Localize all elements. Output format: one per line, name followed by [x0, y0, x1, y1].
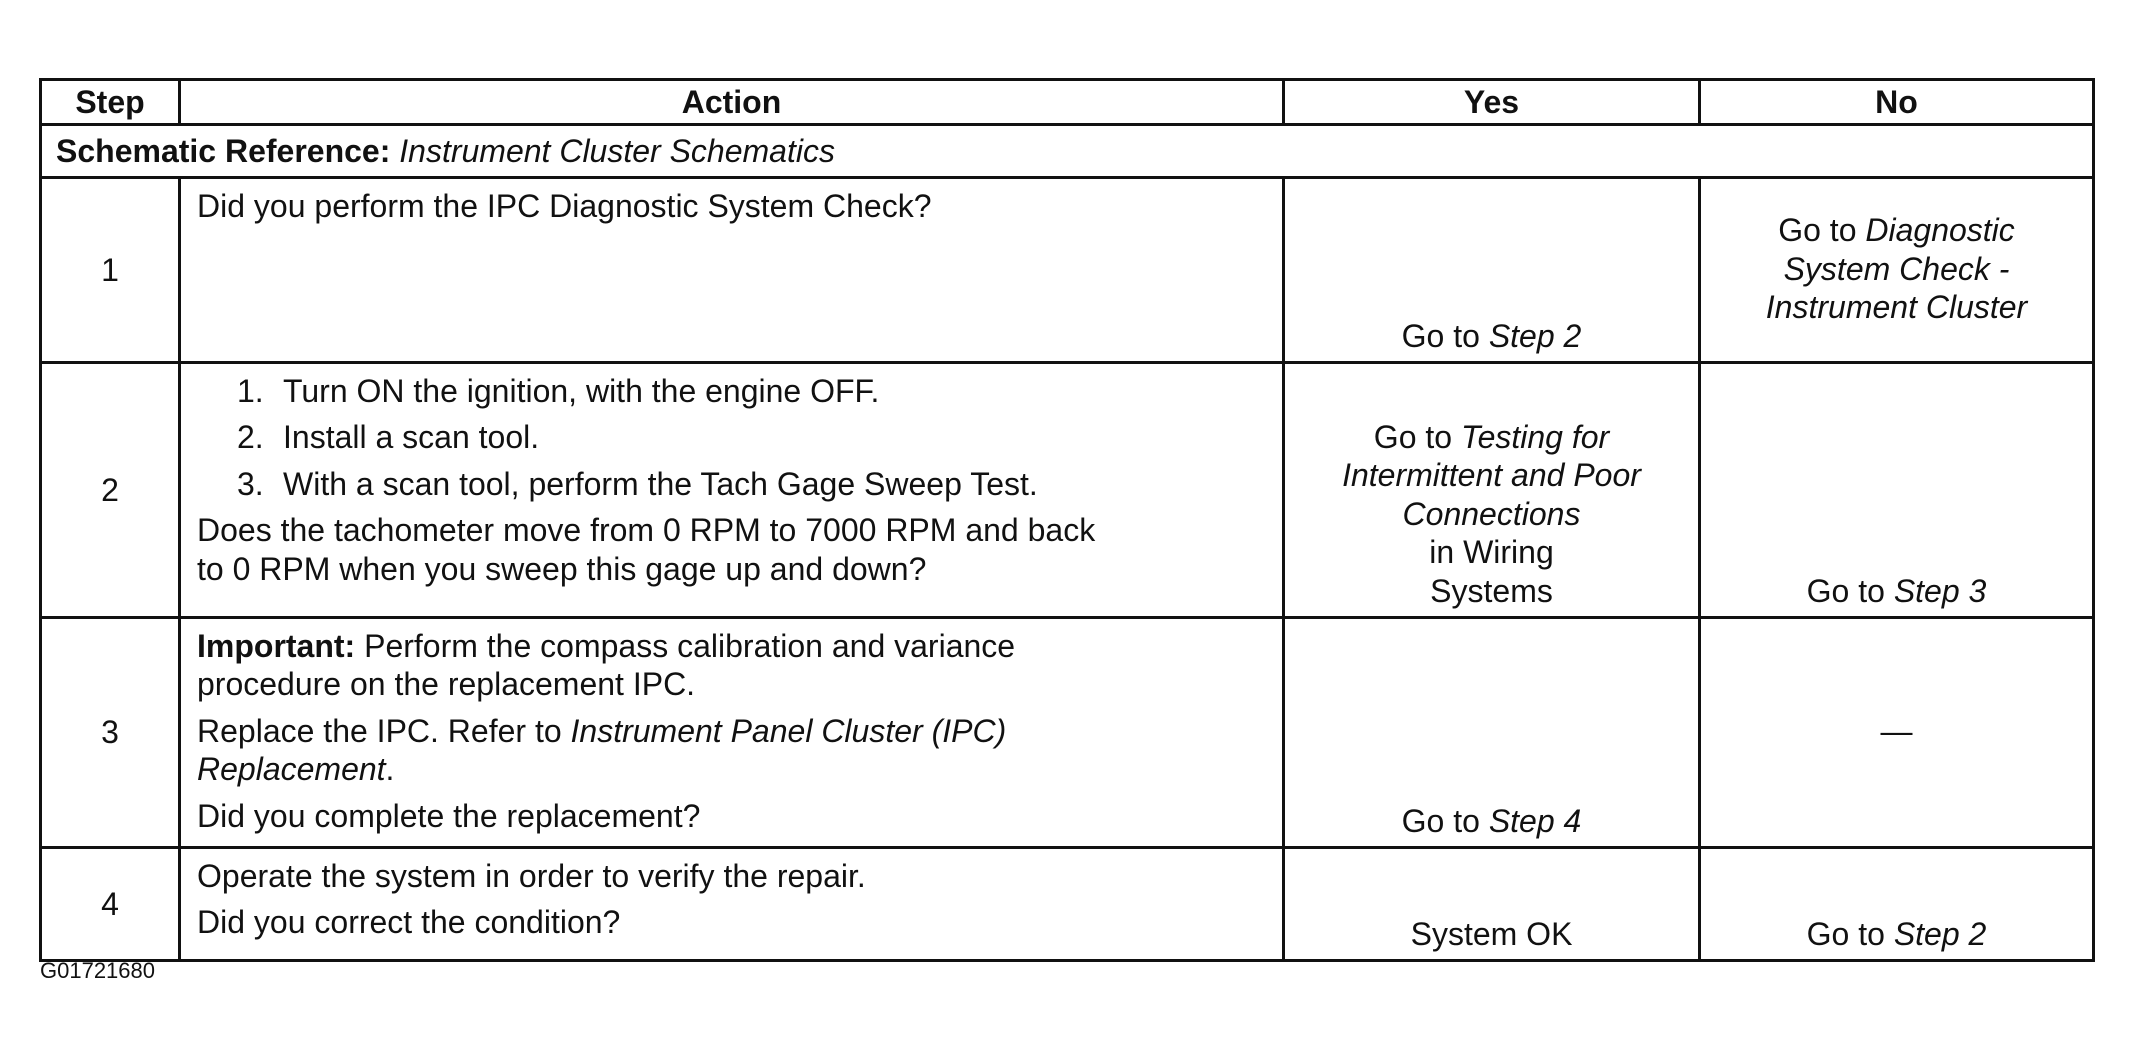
important-note: [197, 627, 1270, 704]
yes-cell: System OK: [1284, 848, 1700, 961]
yes-link-part-3[interactable]: Connections: [1402, 495, 1581, 532]
list-number: 1.: [237, 373, 264, 409]
list-text: With a scan tool, perform the Tach Gage Sweep Test.: [283, 465, 1038, 502]
list-number: 3.: [237, 465, 264, 502]
action-cell: [180, 618, 1284, 848]
question-line-1: Does the tachometer move from 0 RPM to 7000 RPM and back: [197, 512, 1096, 549]
no-prefix: Go to: [1806, 572, 1894, 609]
list-text: Install a scan tool.: [283, 419, 540, 456]
table-row: [41, 363, 2094, 618]
important-text-2: procedure on the replacement IPC.: [197, 666, 696, 703]
no-prefix: Go to: [1778, 212, 1866, 249]
replace-link-part-2[interactable]: Replacement: [197, 751, 386, 788]
step-number: 3: [41, 618, 180, 848]
header-yes: Yes: [1284, 80, 1700, 125]
yes-line-1: [1293, 418, 1690, 456]
yes-step-link[interactable]: Step 2: [1488, 317, 1582, 354]
table-row: [41, 178, 2094, 363]
replace-suffix: .: [385, 751, 395, 788]
header-row: [41, 80, 2094, 125]
step-number: 1: [41, 178, 180, 363]
yes-step-link[interactable]: Step 4: [1488, 802, 1582, 839]
table-row: [41, 848, 2094, 961]
yes-cell: [1284, 618, 1700, 848]
yes-prefix: Go to: [1401, 802, 1489, 839]
no-step-link[interactable]: Step 2: [1893, 915, 1987, 952]
figure-id: G01721680: [40, 958, 155, 983]
list-text: Turn ON the ignition, with the engine OFF.: [283, 373, 880, 409]
replace-instruction: [197, 712, 1270, 789]
schematic-reference: [41, 125, 2094, 178]
list-number: 2.: [237, 419, 264, 456]
diagnostic-table: [39, 78, 2095, 962]
action-cell: [180, 178, 1284, 363]
list-item: [197, 372, 1270, 410]
no-cell: —: [1700, 618, 2094, 848]
header-step: Step: [41, 80, 180, 125]
no-link-part-3[interactable]: Instrument Cluster: [1765, 289, 2028, 326]
yes-line-4: in Wiring: [1429, 534, 1554, 571]
step-number: 4: [41, 848, 180, 961]
replace-link-part-1[interactable]: Instrument Panel Cluster (IPC): [570, 712, 1007, 749]
schematic-reference-link[interactable]: Instrument Cluster Schematics: [399, 132, 835, 169]
table-row: [41, 618, 2094, 848]
action-cell: [180, 363, 1284, 618]
no-link-part-1[interactable]: Diagnostic: [1865, 212, 2015, 249]
important-label: Important:: [197, 628, 356, 664]
action-line-1: Operate the system in order to verify the repair.: [197, 858, 866, 894]
action-line-2: Did you correct the condition?: [197, 904, 621, 941]
header-no: No: [1700, 80, 2094, 125]
yes-prefix: Go to: [1373, 419, 1461, 456]
list-item: [197, 418, 1270, 456]
yes-link-part-2[interactable]: Intermittent and Poor: [1342, 457, 1641, 494]
no-link-part-2[interactable]: System Check -: [1783, 250, 2010, 287]
yes-cell: [1284, 363, 1700, 618]
yes-link-part-1[interactable]: Testing for: [1460, 419, 1610, 456]
no-cell: [1700, 178, 2094, 363]
schematic-reference-label: Schematic Reference:: [56, 132, 391, 169]
question: Did you complete the replacement?: [197, 797, 701, 834]
action-text: Did you perform the IPC Diagnostic System Check?: [197, 188, 932, 224]
question-line-2: to 0 RPM when you sweep this gage up and down?: [197, 550, 927, 587]
no-cell: [1700, 848, 2094, 961]
no-cell: [1700, 363, 2094, 618]
no-line-1: [1709, 211, 2084, 249]
yes-prefix: Go to: [1401, 317, 1489, 354]
no-prefix: Go to: [1806, 915, 1894, 952]
important-text-1: Perform the compass calibration and variance: [355, 628, 1016, 664]
action-cell: [180, 848, 1284, 961]
schematic-reference-row: [41, 125, 2094, 178]
yes-cell: [1284, 178, 1700, 363]
no-step-link[interactable]: Step 3: [1893, 572, 1987, 609]
list-item: [197, 465, 1270, 503]
step-number: 2: [41, 363, 180, 618]
header-action: Action: [180, 80, 1284, 125]
replace-prefix: Replace the IPC. Refer to: [197, 712, 571, 749]
yes-line-5: Systems: [1430, 572, 1553, 609]
